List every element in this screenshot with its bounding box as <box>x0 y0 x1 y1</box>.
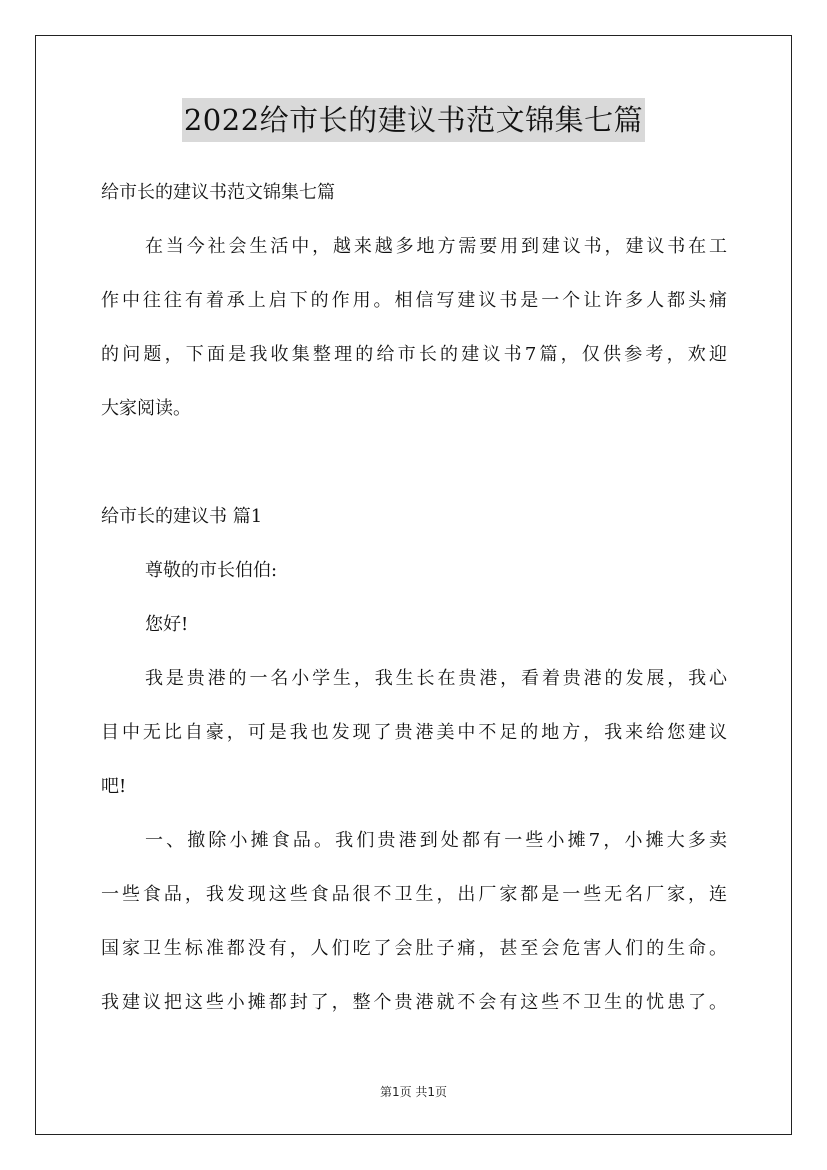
document-title: 2022给市长的建议书范文锦集七篇 <box>182 98 645 142</box>
paragraph-line: 我建议把这些小摊都封了，整个贵港就不会有这些不卫生的忧患了。 <box>101 992 727 1013</box>
intro-line: 在当今社会生活中，越来越多地方需要用到建议书，建议书在工 <box>145 236 727 257</box>
paragraph-line: 一些食品，我发现这些食品很不卫生，出厂家都是一些无名厂家，连 <box>101 884 727 905</box>
title-block <box>0 98 827 142</box>
paragraph-line: 目中无比自豪，可是我也发现了贵港美中不足的地方，我来给您建议 <box>101 722 727 743</box>
paragraph-line: 吧! <box>101 776 127 797</box>
page-number-footer: 第1页 共1页 <box>379 1085 448 1099</box>
document-subtitle: 给市长的建议书范文锦集七篇 <box>101 182 335 203</box>
paragraph-line: 一、撤除小摊食品。我们贵港到处都有一些小摊7，小摊大多卖 <box>145 830 727 851</box>
intro-line: 的问题，下面是我收集整理的给市长的建议书7篇，仅供参考，欢迎 <box>101 344 727 365</box>
intro-line: 大家阅读。 <box>101 398 191 419</box>
intro-line: 作中往往有着承上启下的作用。相信写建议书是一个让许多人都头痛 <box>101 290 727 311</box>
paragraph-line: 国家卫生标准都没有，人们吃了会肚子痛，甚至会危害人们的生命。 <box>101 938 727 959</box>
paragraph-line: 我是贵港的一名小学生，我生长在贵港，看着贵港的发展，我心 <box>145 668 727 689</box>
greeting: 您好! <box>145 614 189 635</box>
salutation: 尊敬的市长伯伯: <box>145 560 278 581</box>
section-heading: 给市长的建议书 篇1 <box>101 506 263 527</box>
